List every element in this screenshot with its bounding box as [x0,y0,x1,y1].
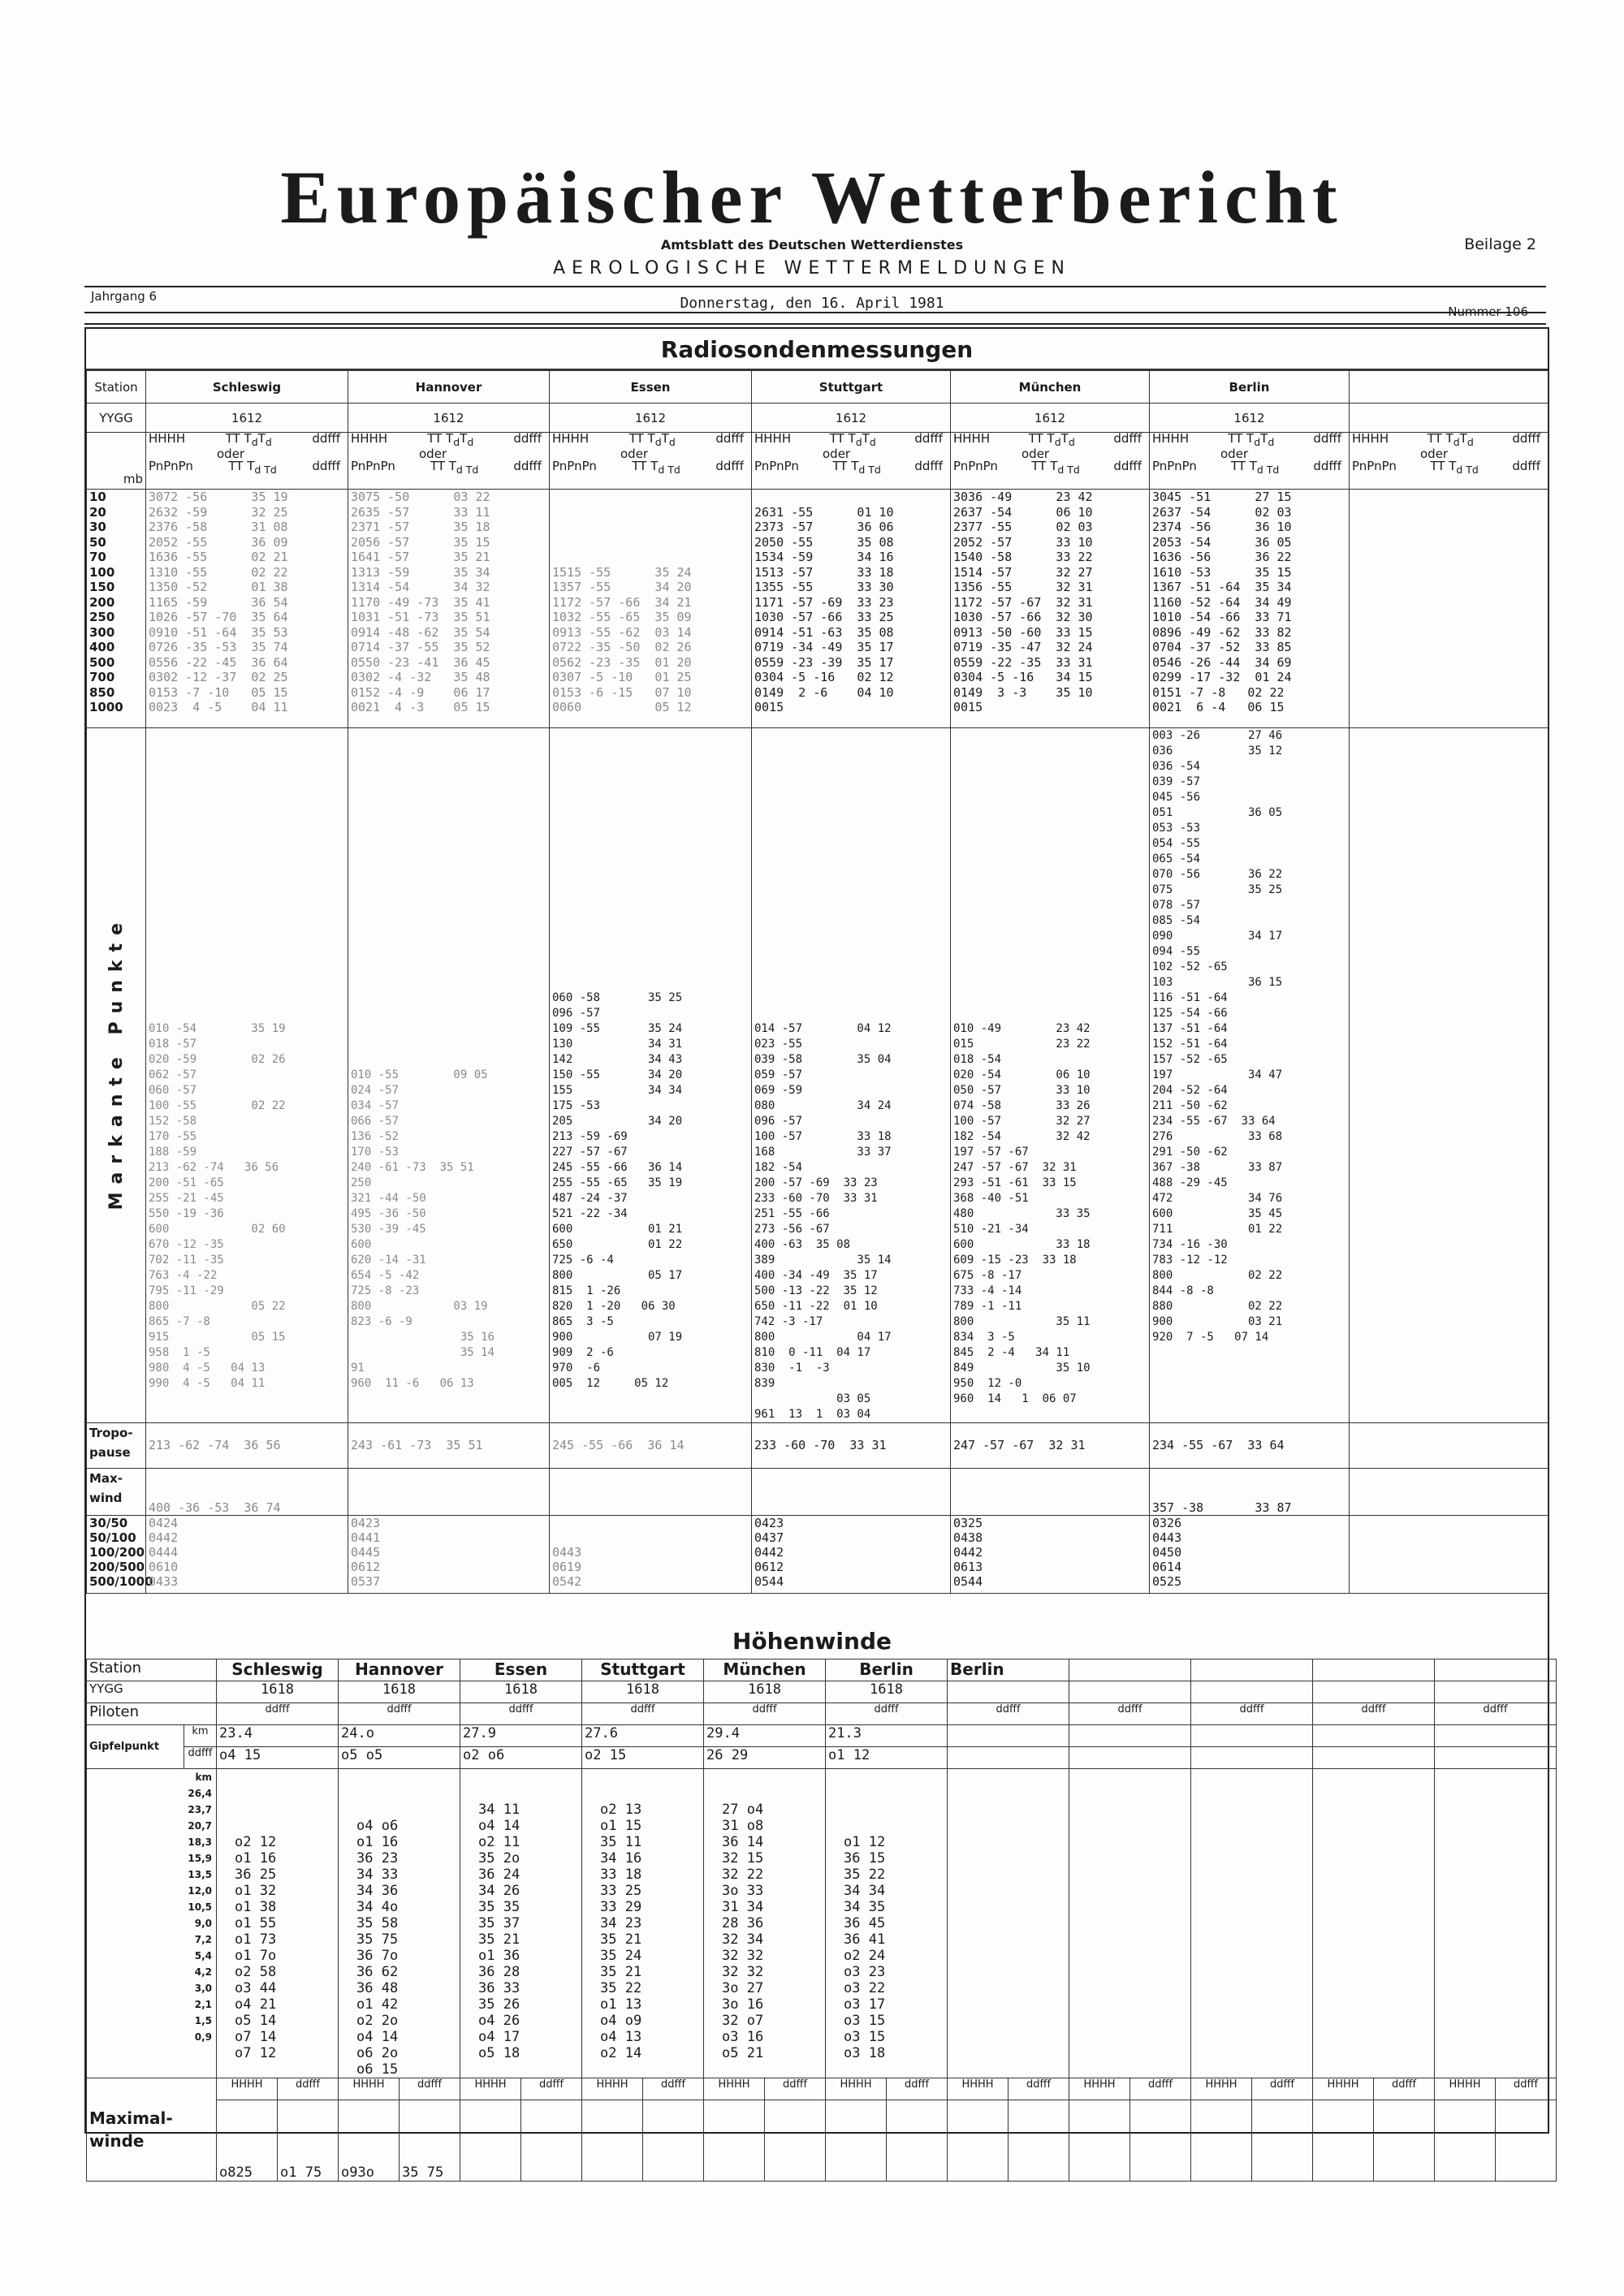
hw-max-empty [1374,2100,1435,2182]
hw-max-empty [887,2100,948,2182]
td-label: d [874,464,881,476]
tropo-stuttgart: 233 -60 -70 33 31 [752,1423,951,1469]
hw-piloten-ddfff: ddfff [582,1703,704,1725]
hw-yygg-essen: 1618 [460,1681,582,1703]
yygg-label: YYGG [87,404,146,433]
hhhh-label: HHHH [1152,431,1190,446]
issue-number: Nummer 106 [1448,304,1528,319]
marke-muenchen: 010 -49 23 42 015 23 22 018 -54 020 -54 06 10 050 -57 33 10 074 -58 33 26 100 -57 32 27 182 -54 32 42 197 -57 -67 247 -57 -67 32 31 293 -51 -61 33 15 368 -40 -51 480 33 35 510 -21 -34 600 33 18 609 -15 -23 33 18 675 -8 -17 733 -4 -14 789 -1 -11 800 35 11 834 3 -5 845 2 -4 34 11 849 35 10 950 12 -0 960 14 1 06 07 [951,728,1150,1423]
hoehenwinde-title: Höhenwinde [732,1628,892,1655]
hw-max-empty [704,2100,765,2182]
station-name-hannover: Hannover [348,371,550,404]
hw-max-hhhh-schleswig: o825 [217,2100,278,2182]
maxwind-muenchen [951,1469,1150,1516]
tt-label: TT T [228,459,255,473]
jahrgang-label: Jahrgang 6 [91,289,158,304]
hw-levels-berlin: o1 12 36 15 35 22 34 34 34 35 36 45 36 41 o2 24 o3 23 o3 22 o3 17 o3 15 o3 15 o3 18 [826,1769,948,2078]
td-label: d T [254,464,270,476]
hw-levels-empty [1313,1769,1435,2078]
hw-hhhh-label: HHHH [339,2078,400,2100]
hw-station-empty [1313,1659,1435,1681]
hw-ddfff-label: ddfff [1496,2078,1557,2100]
hw-max-ddfff-hannover: 35 75 [400,2100,460,2182]
hw-piloten-ddfff: ddfff [1435,1703,1557,1725]
hw-ddfff-label: ddfff [1130,2078,1191,2100]
hw-gipfel-empty [1435,1725,1557,1747]
hhhh-label: HHHH [552,431,590,446]
pnpnpn-label: PnPnPn [149,459,193,473]
tt-label: TT T [1430,459,1457,473]
td-label: d T [658,464,674,476]
hw-max-empty [1252,2100,1313,2182]
hw-max-empty [1009,2100,1069,2182]
td-label: d [668,436,676,448]
yygg-empty [1350,404,1548,433]
hw-levels-row [87,1769,1557,2078]
hw-piloten-label: Piloten [87,1703,217,1725]
hw-hhhh-label: HHHH [582,2078,643,2100]
hw-max-values-row [87,2100,1557,2182]
hw-levels-hannover: o4 o6 o1 16 36 23 34 33 34 36 34 4o 35 58 35 75 36 7o 36 62 36 48 o1 42 o2 2o o4 14 o6 2o o6 15 [339,1769,460,2078]
hw-km-label: km [184,1725,217,1747]
maxwind-schleswig: 400 -36 -53 36 74 [146,1469,348,1516]
td-label: d [869,436,876,448]
mb-label: mb [87,433,146,490]
hw-yygg-empty [1313,1681,1435,1703]
hw-piloten-ddfff: ddfff [948,1703,1069,1725]
marke-schleswig: 010 -54 35 19 018 -57 020 -59 02 26 062 -57 060 -57 100 -55 02 22 152 -58 170 -55 188 -59 213 -62 -74 36 56 200 -51 -65 255 -21 -45 550 -19 -36 600 02 60 670 -12 -35 702 -11 -35 763 -4 -22 795 -11 -29 800 05 22 865 -7 -8 915 05 15 958 1 -5 980 4 -5 04 13 990 4 -5 04 11 [146,728,348,1423]
hw-yygg-empty [948,1681,1069,1703]
hw-max-empty [1313,2100,1374,2182]
marke-stuttgart: 014 -57 04 12 023 -55 039 -58 35 04 059 -57 069 -59 080 34 24 096 -57 100 -57 33 18 168 33 37 182 -54 200 -57 -69 33 23 233 -60 -70 33 31 251 -55 -66 273 -56 -67 400 -63 35 08 389 35 14 400 -34 -49 35 17 500 -13 -22 35 12 650 -11 -22 01 10 742 -3 -17 800 04 17 810 0 -11 04 17 830 -1 -3 839 03 05 961 13 1 03 04 [752,728,951,1423]
tropo-muenchen: 247 -57 -67 32 31 [951,1423,1150,1469]
td-label: d T [1057,464,1073,476]
pnpnpn-label: PnPnPn [953,459,998,473]
tt-label: TT T [427,431,454,446]
yygg-hannover: 1612 [348,404,550,433]
hw-station-empty [1191,1659,1313,1681]
hw-max-empty [1435,2100,1496,2182]
subtitle: Amtsblatt des Deutschen Wetterdienstes [660,237,964,252]
tt-label: TT T [1028,431,1055,446]
hhhh-label: HHHH [351,431,388,446]
oder-label: oder [419,447,447,461]
header-rule-mid [84,312,1546,313]
hw-gipfel-empty [1191,1747,1313,1769]
ddfff-label: ddfff [914,431,943,446]
td-label: d T [858,464,875,476]
tropo-berlin: 234 -55 -67 33 64 [1150,1423,1350,1469]
hw-gipfel-empty [948,1747,1069,1769]
hw-max-empty [643,2100,704,2182]
tdtd-label: T [1060,431,1069,446]
oder-label: oder [823,447,851,461]
hhhh-label: HHHH [1352,431,1389,446]
station-name-essen: Essen [550,371,752,404]
yygg-row [87,404,1548,433]
hhhh-label: HHHH [149,431,186,446]
yygg-stuttgart: 1612 [752,404,951,433]
hw-piloten-row [87,1703,1557,1725]
hw-gipfel-empty [1069,1747,1191,1769]
hw-levels-empty [948,1769,1069,2078]
td-label: d [673,464,680,476]
hw-piloten-ddfff: ddfff [460,1703,582,1725]
hw-hhhh-label: HHHH [948,2078,1009,2100]
col-head [752,433,951,490]
hw-ddfff-label: ddfff [521,2078,582,2100]
td-label: d [472,464,479,476]
hw-max-empty [1130,2100,1191,2182]
col-head [550,433,752,490]
hw-gipfel-km-stuttgart: 27.6 [582,1725,704,1747]
std-levels-stuttgart: 2631 -55 01 10 2373 -57 36 06 2050 -55 35 08 1534 -59 34 16 1513 -57 33 18 1355 -55 33 30 1171 -57 -69 33 23 1030 -57 -66 33 25 0914 -51 -63 35 08 0719 -34 -49 35 17 0559 -23 -39 35 17 0304 -5 -16 02 12 0149 2 -6 04 10 0015 [752,490,951,728]
maxw-berlin: 0326 0443 0450 0614 0525 [1150,1516,1350,1594]
hw-gipfel-ddfff-hannover: o5 o5 [339,1747,460,1769]
hw-gipfel-empty [1191,1725,1313,1747]
td-label: d T [1456,464,1472,476]
std-levels-empty [1350,490,1548,728]
maxwind-levels-row [87,1516,1548,1594]
tt-label: TT T [1230,459,1257,473]
hw-max-empty [948,2100,1009,2182]
pnpnpn-label: PnPnPn [1152,459,1197,473]
ddfff-label: ddfff [715,431,744,446]
hw-ddfff-label: ddfff [1009,2078,1069,2100]
maxwind-levels: 30/50 50/100 100/200 200/500 500/1000 [87,1516,146,1594]
section-title: AEROLOGISCHE WETTERMELDUNGEN [552,258,1071,278]
col-head [146,433,348,490]
markante-label: Markante Punkte [106,915,127,1211]
page-title: Europäischer Wetterbericht [280,156,1344,239]
yygg-muenchen: 1612 [951,404,1150,433]
td-label: d [1268,436,1275,448]
radiosonden-table [86,370,1548,1594]
td-label: d [1073,464,1080,476]
hw-yygg-stuttgart: 1618 [582,1681,704,1703]
td-label: d [467,436,474,448]
ddfff-label: ddfff [1313,459,1341,473]
td-label: d [1068,436,1075,448]
station-name-empty [1350,371,1548,404]
station-name-schleswig: Schleswig [146,371,348,404]
hw-gipfel-empty [1069,1725,1191,1747]
header-rule-bottom [84,323,1546,325]
hw-piloten-ddfff: ddfff [339,1703,460,1725]
hw-gipfel-ddfff-stuttgart: o2 15 [582,1747,704,1769]
marke-empty [1350,728,1548,1423]
markante-label-cell [87,728,146,1423]
hw-gipfel-ddfff-row [87,1747,1557,1769]
ddfff-label: ddfff [1512,459,1540,473]
hw-yygg-label: YYGG [87,1681,217,1703]
hw-hhhh-label: HHHH [1069,2078,1130,2100]
hw-max-empty [1191,2100,1252,2182]
hw-piloten-ddfff: ddfff [217,1703,339,1725]
hw-levels-empty [1191,1769,1313,2078]
hw-gipfel-ddfff-schleswig: o4 15 [217,1747,339,1769]
standard-levels-row [87,490,1548,728]
hw-station-label: Station [87,1659,217,1681]
tropo-essen: 245 -55 -66 36 14 [550,1423,752,1469]
pnpnpn-label: PnPnPn [1352,459,1397,473]
hw-hhhh-label: HHHH [826,2078,887,2100]
hw-gipfel-ddfff-berlin: o1 12 [826,1747,948,1769]
tropopause-row [87,1423,1548,1469]
station-row [87,371,1548,404]
ddfff-label: ddfff [1113,459,1142,473]
col-head [951,433,1150,490]
std-levels-schleswig: 3072 -56 35 19 2632 -59 32 25 2376 -58 31 08 2052 -55 36 09 1636 -55 02 21 1310 -55 02 22 1350 -52 01 38 1165 -59 36 54 1026 -57 -70 35 64 0910 -51 -64 35 53 0726 -35 -53 35 74 0556 -22 -45 36 64 0302 -12 -37 02 25 0153 -7 -10 05 15 0023 4 -5 04 11 [146,490,348,728]
hw-gipfel-label: Gipfelpunkt [87,1725,184,1769]
pnpnpn-label: PnPnPn [351,459,395,473]
maxwind-berlin: 357 -38 33 87 [1150,1469,1350,1516]
hw-max-empty [521,2100,582,2182]
oder-label: oder [217,447,245,461]
tt-label: TT T [225,431,252,446]
hw-yygg-empty [1435,1681,1557,1703]
tropo-hannover: 243 -61 -73 35 51 [348,1423,550,1469]
hw-hhhh-label: HHHH [460,2078,521,2100]
hw-hhhh-label: HHHH [1435,2078,1496,2100]
tt-label: TT T [1228,431,1255,446]
td-label: d [1254,436,1261,448]
yygg-essen: 1612 [550,404,752,433]
tt-label: TT T [829,431,856,446]
hw-hhhh-label: HHHH [217,2078,278,2100]
hw-max-empty [1069,2100,1130,2182]
ddfff-label: ddfff [1113,431,1142,446]
hw-ddfff-label: ddfff [400,2078,460,2100]
ddfff-label: ddfff [1313,431,1341,446]
hw-yygg-row [87,1681,1557,1703]
hw-gipfel-km-berlin: 21.3 [826,1725,948,1747]
mb-levels: 10 20 30 50 70 100 150 200 250 300 400 500 700 850 1000 [87,490,146,728]
header-rule-top [84,286,1546,287]
marke-berlin: 003 -26 27 46 036 35 12 036 -54 039 -57 045 -56 051 36 05 053 -53 054 -55 065 -54 070 -56 36 22 075 35 25 078 -57 085 -54 090 34 17 094 -55 102 -52 -65 103 36 15 116 -51 -64 125 -54 -66 137 -51 -64 152 -51 -64 157 -52 -65 197 34 47 204 -52 -64 211 -50 -62 234 -55 -67 33 64 276 33 68 291 -50 -62 367 -38 33 87 488 -29 -45 472 34 76 600 35 45 711 01 22 734 -16 -30 783 -12 -12 800 02 22 844 -8 -8 880 02 22 900 03 21 920 7 -5 07 14 [1150,728,1350,1423]
hw-station-berlin-2: Berlin [948,1659,1069,1681]
hw-levels-stuttgart: o2 13 o1 15 35 11 34 16 33 18 33 25 33 29 34 23 35 21 35 24 35 21 35 22 o1 13 o4 o9 o4 13 o2 14 [582,1769,704,2078]
hw-max-empty [460,2100,521,2182]
yygg-berlin: 1612 [1150,404,1350,433]
hw-yygg-empty [1191,1681,1313,1703]
hw-station-stuttgart: Stuttgart [582,1659,704,1681]
maxwind-hannover [348,1469,550,1516]
hw-hhhh-label: HHHH [704,2078,765,2100]
td-label: d [855,436,862,448]
yygg-schleswig: 1612 [146,404,348,433]
hw-km-levels: km 26,4 23,7 20,7 18,3 15,9 13,5 12,0 10,5 9,0 7,2 5,4 4,2 3,0 2,1 1,5 0,9 [87,1769,217,2078]
tt-label: TT T [632,459,659,473]
std-levels-berlin: 3045 -51 27 15 2637 -54 02 03 2374 -56 36 10 2053 -54 36 05 1636 -56 36 22 1610 -53 35 15 1367 -51 -64 35 34 1160 -52 -64 34 49 1010 -54 -66 33 71 0896 -49 -62 33 82 0704 -37 -52 33 85 0546 -26 -44 34 69 0299 -17 -32 01 24 0151 -7 -8 02 22 0021 6 -4 06 15 [1150,490,1350,728]
col-head [1350,433,1548,490]
pnpnpn-label: PnPnPn [552,459,597,473]
hhhh-label: HHHH [953,431,991,446]
hw-piloten-ddfff: ddfff [1069,1703,1191,1725]
hw-levels-essen: 34 11 o4 14 o2 11 35 2o 36 24 34 26 35 35 35 37 35 21 o1 36 36 28 36 33 35 26 o4 26 o4 17 o5 18 [460,1769,582,2078]
td-label: d T [456,464,473,476]
hw-piloten-ddfff: ddfff [1313,1703,1435,1725]
tdtd-label: T [862,431,870,446]
tdtd-label: T [257,431,266,446]
maxwind-essen [550,1469,752,1516]
radiosonden-title: Radiosondenmessungen [86,330,1548,370]
station-name-berlin: Berlin [1150,371,1350,404]
hw-station-row [87,1659,1557,1681]
maxwind-row [87,1469,1548,1516]
oder-label: oder [620,447,649,461]
std-levels-muenchen: 3036 -49 23 42 2637 -54 06 10 2377 -55 02 03 2052 -57 33 10 1540 -58 33 22 1514 -57 32 27 1356 -55 32 31 1172 -57 -67 32 31 1030 -57 -66 32 30 0913 -50 -60 33 15 0719 -35 -47 32 24 0559 -22 -35 33 31 0304 -5 -16 34 15 0149 3 -3 35 10 0015 [951,490,1150,728]
hw-gipfel-empty [1313,1725,1435,1747]
tropo-empty [1350,1423,1548,1469]
ddfff-label: ddfff [1512,431,1540,446]
maxw-schleswig: 0424 0442 0444 0610 0433 [146,1516,348,1594]
station-name-stuttgart: Stuttgart [752,371,951,404]
hw-gipfel-ddfff-essen: o2 o6 [460,1747,582,1769]
hw-max-header-row [87,2078,1557,2100]
hw-yygg-schleswig: 1618 [217,1681,339,1703]
hw-station-schleswig: Schleswig [217,1659,339,1681]
hw-station-berlin: Berlin [826,1659,948,1681]
hhhh-label: HHHH [754,431,792,446]
hw-levels-empty [1069,1769,1191,2078]
hw-yygg-empty [1069,1681,1191,1703]
hw-ddfff-label: ddfff [184,1747,217,1769]
maxw-hannover: 0423 0441 0445 0612 0537 [348,1516,550,1594]
hw-hhhh-label: HHHH [1191,2078,1252,2100]
tdtd-label: T [460,431,468,446]
hw-station-empty [1435,1659,1557,1681]
marke-essen: 060 -58 35 25 096 -57 109 -55 35 24 130 34 31 142 34 43 150 -55 34 20 155 34 34 175 -53 205 34 20 213 -59 -69 227 -57 -67 245 -55 -66 36 14 255 -55 -65 35 19 487 -24 -37 521 -22 -34 600 01 21 650 01 22 725 -6 -4 800 05 17 815 1 -26 820 1 -20 06 30 865 3 -5 900 07 19 909 2 -6 970 -6 005 12 05 12 [550,728,752,1423]
oder-label: oder [1420,447,1449,461]
maxw-essen: 0443 0619 0542 [550,1516,752,1594]
hw-station-muenchen: München [704,1659,826,1681]
td-label: d [453,436,460,448]
maxwind-empty [1350,1469,1548,1516]
hw-ddfff-label: ddfff [1252,2078,1313,2100]
tt-label: TT T [1031,459,1058,473]
hw-gipfel-km-muenchen: 29.4 [704,1725,826,1747]
hw-max-empty [1496,2100,1557,2182]
td-label: d T [1256,464,1273,476]
ddfff-label: ddfff [513,459,542,473]
tdtd-label: T [1459,431,1467,446]
tdtd-label: T [661,431,669,446]
hw-gipfel-km-essen: 27.9 [460,1725,582,1747]
td-label: d [265,436,272,448]
hw-max-ddfff-schleswig: o1 75 [278,2100,339,2182]
maxwind-label: Max- wind [87,1469,146,1516]
hw-gipfel-km-schleswig: 23.4 [217,1725,339,1747]
hw-station-hannover: Hannover [339,1659,460,1681]
markante-punkte-row [87,728,1548,1423]
hw-max-empty [826,2100,887,2182]
ddfff-label: ddfff [513,431,542,446]
hw-ddfff-label: ddfff [278,2078,339,2100]
hw-piloten-ddfff: ddfff [826,1703,948,1725]
pnpnpn-label: PnPnPn [754,459,799,473]
td-label: d [1054,436,1061,448]
hw-gipfel-empty [1313,1747,1435,1769]
hw-piloten-ddfff: ddfff [1191,1703,1313,1725]
td-label: d [1272,464,1280,476]
tdtd-label: T [1260,431,1268,446]
hoehenwinde-table [86,1659,1557,2182]
hw-levels-muenchen: 27 o4 31 o8 36 14 32 15 32 22 3o 33 31 34 28 36 32 34 32 32 32 32 3o 27 3o 16 32 o7 o3 16 o5 21 [704,1769,826,2078]
hw-ddfff-label: ddfff [765,2078,826,2100]
tropo-schleswig: 213 -62 -74 36 56 [146,1423,348,1469]
td-label: d [1453,436,1460,448]
maxw-empty [1350,1516,1548,1594]
station-name-muenchen: München [951,371,1150,404]
ddfff-label: ddfff [715,459,744,473]
col-head [348,433,550,490]
hw-gipfel-km-row [87,1725,1557,1747]
tropopause-label: Tropo- pause [87,1423,146,1469]
marke-hannover: 010 -55 09 05 024 -57 034 -57 066 -57 136 -52 170 -53 240 -61 -73 35 51 250 321 -44 -50 495 -36 -50 530 -39 -45 600 620 -14 -31 654 -5 -42 725 -8 -23 800 03 19 823 -6 -9 35 16 35 14 91 960 11 -6 06 13 [348,728,550,1423]
maxwind-stuttgart [752,1469,951,1516]
issue-date: Donnerstag, den 16. April 1981 [680,295,944,312]
tt-label: TT T [1427,431,1453,446]
hw-piloten-ddfff: ddfff [704,1703,826,1725]
td-label: d [251,436,258,448]
hw-ddfff-label: ddfff [643,2078,704,2100]
hw-ddfff-label: ddfff [887,2078,948,2100]
beilage-label: Beilage 2 [1464,235,1536,253]
hw-ddfff-label: ddfff [1374,2078,1435,2100]
tt-label: TT T [430,459,456,473]
hw-max-hhhh-hannover: o93o [339,2100,400,2182]
ddfff-label: ddfff [914,459,943,473]
column-header-row [87,433,1548,490]
hw-yygg-hannover: 1618 [339,1681,460,1703]
oder-label: oder [1021,447,1050,461]
hw-hhhh-label: HHHH [1313,2078,1374,2100]
hw-gipfel-km-hannover: 24.o [339,1725,460,1747]
std-levels-essen: 1515 -55 35 24 1357 -55 34 20 1172 -57 -66 34 21 1032 -55 -65 35 09 0913 -55 -62 03 14 0722 -35 -50 02 26 0562 -23 -35 01 20 0307 -5 -10 01 25 0153 -6 -15 07 10 0060 05 12 [550,490,752,728]
maxw-stuttgart: 0423 0437 0442 0612 0544 [752,1516,951,1594]
hw-maximal-label: Maximal- winde [87,2078,217,2182]
station-label: Station [87,371,146,404]
hw-gipfel-empty [1435,1747,1557,1769]
maxw-muenchen: 0325 0438 0442 0613 0544 [951,1516,1150,1594]
hw-yygg-berlin: 1618 [826,1681,948,1703]
hw-levels-empty [1435,1769,1557,2078]
ddfff-label: ddfff [312,431,340,446]
td-label: d [1466,436,1474,448]
td-label: d [1471,464,1479,476]
hw-yygg-muenchen: 1618 [704,1681,826,1703]
tt-label: TT T [832,459,859,473]
td-label: d [654,436,662,448]
hw-max-empty [582,2100,643,2182]
ddfff-label: ddfff [312,459,340,473]
hw-gipfel-empty [948,1725,1069,1747]
hw-station-empty [1069,1659,1191,1681]
col-head [1150,433,1350,490]
hw-gipfel-ddfff-muenchen: 26 29 [704,1747,826,1769]
std-levels-hannover: 3075 -50 03 22 2635 -57 33 11 2371 -57 35 18 2056 -57 35 15 1641 -57 35 21 1313 -59 35 34 1314 -54 34 32 1170 -49 -73 35 41 1031 -51 -73 35 51 0914 -48 -62 35 54 0714 -37 -55 35 52 0550 -23 -41 36 45 0302 -4 -32 35 48 0152 -4 -9 06 17 0021 4 -3 05 15 [348,490,550,728]
tt-label: TT T [628,431,655,446]
oder-label: oder [1220,447,1249,461]
hw-max-empty [765,2100,826,2182]
hw-station-essen: Essen [460,1659,582,1681]
hw-levels-schleswig: o2 12 o1 16 36 25 o1 32 o1 38 o1 55 o1 73 o1 7o o2 58 o3 44 o4 21 o5 14 o7 14 o7 12 [217,1769,339,2078]
td-label: d [270,464,277,476]
